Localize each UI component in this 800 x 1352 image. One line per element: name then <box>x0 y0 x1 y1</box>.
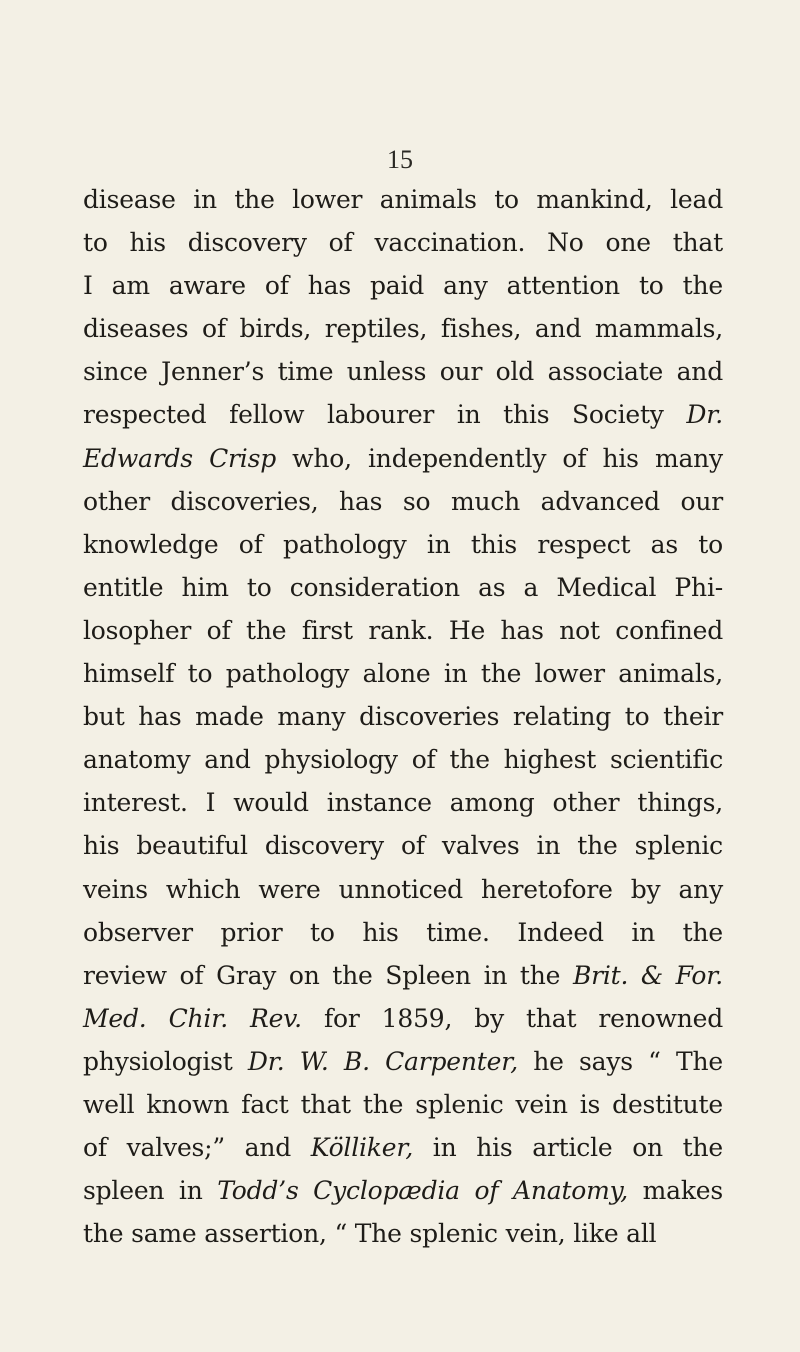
text-run: he says “ The <box>517 1046 723 1076</box>
text-run: knowledge of pathology in this respect as to <box>83 529 723 559</box>
text-line <box>83 178 723 221</box>
text-line <box>83 350 723 393</box>
italic-text: Kölliker, <box>310 1133 414 1163</box>
italic-text: Edwards Crisp <box>83 443 276 473</box>
text-line <box>83 824 723 867</box>
text-line <box>83 393 723 436</box>
text-run: losopher of the first rank. He has not confined <box>83 615 723 645</box>
text-line <box>83 1169 723 1212</box>
text-run: disease in the lower animals to mankind, lead <box>83 185 723 214</box>
text-run: of valves;” and <box>83 1133 311 1163</box>
text-line <box>83 1040 723 1083</box>
text-line <box>83 695 723 738</box>
text-line <box>83 523 723 566</box>
italic-text: Dr. <box>686 400 723 430</box>
text-line <box>83 566 723 609</box>
text-run: who, independently of his many <box>276 443 723 473</box>
italic-text: Dr. W. B. Carpenter, <box>247 1046 518 1076</box>
text-line <box>83 264 723 307</box>
text-run: veins which were unnoticed heretofore by any <box>83 874 723 904</box>
text-line <box>83 911 723 954</box>
text-run: diseases of birds, reptiles, fishes, and mammals, <box>83 314 723 344</box>
text-line <box>83 1126 723 1169</box>
text-line <box>83 954 723 997</box>
text-run: respected fellow labourer in this Society <box>83 400 687 430</box>
text-line <box>83 1212 723 1255</box>
body-paragraph <box>83 178 723 1255</box>
text-line <box>83 221 723 264</box>
text-run: to his discovery of vaccination. No one that <box>83 228 723 258</box>
text-run: himself to pathology alone in the lower animals, <box>83 659 723 689</box>
italic-text: Med. Chir. Rev. <box>83 1003 302 1033</box>
text-run: in his article on the <box>413 1133 723 1163</box>
text-line <box>83 997 723 1040</box>
italic-text: Brit. & For. <box>572 960 723 990</box>
text-run: physiologist <box>83 1046 248 1076</box>
text-line <box>83 480 723 523</box>
text-run: anatomy and physiology of the highest scientific <box>83 745 723 775</box>
page-number: 15 <box>387 145 413 174</box>
text-line <box>83 738 723 781</box>
text-run: other discoveries, has so much advanced our <box>83 486 723 516</box>
text-run: well known fact that the splenic vein is destitute <box>83 1089 723 1119</box>
text-line <box>83 868 723 911</box>
text-line <box>83 781 723 824</box>
text-run: interest. I would instance among other things, <box>83 788 723 818</box>
text-run: entitle him to consideration as a Medical Phi- <box>83 572 723 602</box>
text-line <box>83 437 723 480</box>
text-run: spleen in <box>83 1176 218 1206</box>
text-line <box>83 1083 723 1126</box>
text-line <box>83 307 723 350</box>
text-run: observer prior to his time. Indeed in the <box>83 917 723 947</box>
text-run: makes <box>628 1176 723 1206</box>
text-run: review of Gray on the Spleen in the <box>83 960 573 990</box>
text-run: but has made many discoveries relating to their <box>83 702 723 732</box>
text-run: his beautiful discovery of valves in the splenic <box>83 831 723 861</box>
text-run: the same assertion, “ The splenic vein, like all <box>83 1219 657 1249</box>
text-run: for 1859, by that renowned <box>301 1003 723 1033</box>
text-line <box>83 652 723 695</box>
text-run: I am aware of has paid any attention to the <box>83 271 723 301</box>
italic-text: Todd’s Cyclopædia of Anatomy, <box>217 1176 629 1206</box>
text-line <box>83 609 723 652</box>
text-run: since Jenner’s time unless our old associate and <box>83 357 723 387</box>
